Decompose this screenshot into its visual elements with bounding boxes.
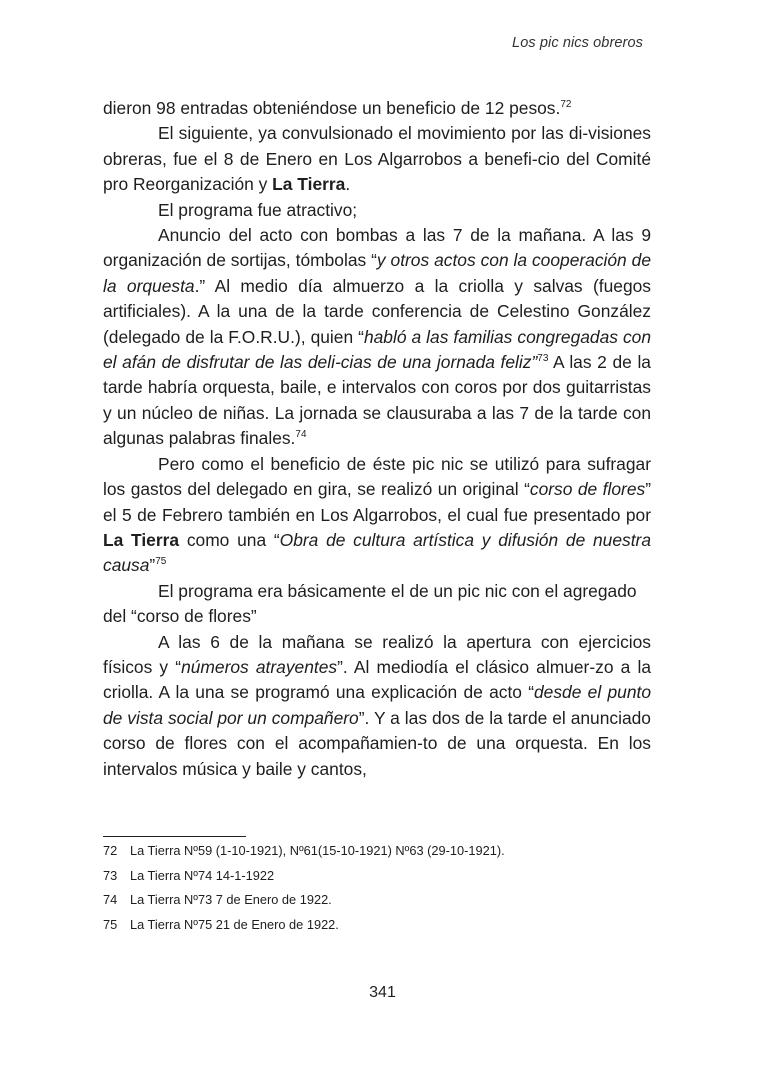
paragraph: [103, 121, 651, 197]
text-run: A las 6 de la mañana se realizó la apertura con ejercicios físicos y “: [103, 631, 651, 677]
italic-text: habló a las familias congregadas con el afán de disfrutar de las deli-cias de una jornada feliz”: [103, 326, 651, 373]
footnote-text: La Tierra Nº74 14-1-1922: [130, 867, 275, 883]
italic-text: números atrayentes: [181, 656, 338, 677]
text-run: ”. Al mediodía el clásico almuer-zo a la criolla. A la una se programó una explicación de acto “: [103, 656, 651, 703]
paragraph: [103, 198, 651, 223]
footnote-text: La Tierra Nº59 (1-10-1921), Nº61(15-10-1921) Nº63 (29-10-1921).: [130, 843, 505, 858]
bold-text: La Tierra: [272, 174, 346, 195]
footnote: [103, 868, 663, 884]
footnote: [103, 843, 663, 859]
text-run: como una “: [179, 529, 280, 550]
text-run: ”. Y a las dos de la tarde el anunciado corso de flores con el acompañamien-to de una orquesta. En los intervalos música y baile y cantos,: [103, 707, 651, 779]
text-run: .” Al medio día almuerzo a la criolla y salvas (fuegos artificiales). A la una de la tarde conferencia de Celestino González (delegado de la F.O.R.U.), quien “: [103, 275, 651, 347]
text-run: A las 2 de la tarde habría orquesta, baile, e intervalos con coros por dos guitarristas y un núcleo de niñas. La jornada se clausuraba a las 7 de la tarde con algunas palabras finales.: [103, 352, 651, 449]
footnote: [103, 892, 663, 908]
italic-text: y otros actos con la cooperación de la orquesta: [103, 250, 651, 296]
text-run: Anuncio del acto con bombas a las 7 de la mañana. A las 9 organización de sortijas, tómbolas “: [103, 225, 651, 271]
paragraph: [103, 96, 651, 121]
text-run: El programa era básicamente el de un pic nic con el agregado del “corso de flores”: [103, 580, 637, 627]
footnote-ref: 72: [560, 99, 572, 110]
footnote-ref: 74: [295, 429, 307, 441]
text-run: El programa fue atractivo;: [158, 199, 358, 220]
bold-text: La Tierra: [103, 529, 180, 550]
footnote-number: 72: [103, 843, 118, 858]
footnote-number: 74: [103, 892, 118, 908]
text-run: dieron 98 entradas obteniéndose un beneficio de 12 pesos.: [103, 98, 561, 118]
text-run: El siguiente, ya convulsionado el movimiento por las di-visiones obreras, fue el 8 de Enero en Los Algarrobos a benefi-cio del Comité pro Reorganización y: [103, 123, 651, 195]
footnote-divider: [103, 836, 246, 837]
italic-text: desde el punto de vista social por un compañero: [103, 682, 651, 728]
text-run: ” el 5 de Febrero también en Los Algarrobos, el cual fue presentado por: [103, 479, 651, 525]
footnote: [103, 917, 663, 933]
footnote-ref: 75: [155, 556, 167, 568]
paragraph: [103, 223, 651, 452]
text-run: .: [345, 174, 351, 195]
running-header: Los pic nics obreros: [512, 35, 643, 51]
text-run: Pero como el beneficio de éste pic nic se utilizó para sufragar los gastos del delegado en gira, se realizó un original “: [103, 453, 651, 500]
italic-text: corso de flores: [529, 479, 646, 500]
paragraph: [103, 630, 651, 782]
body-text: [103, 96, 651, 782]
footnote-number: 75: [103, 916, 118, 932]
text-run: ”: [149, 555, 156, 576]
paragraph: [103, 579, 651, 630]
footnote-ref: 73: [537, 353, 549, 365]
footnote-text: La Tierra Nº73 7 de Enero de 1922.: [130, 892, 332, 908]
page-number: 341: [369, 984, 396, 1001]
paragraph: [103, 452, 651, 579]
italic-text: Obra de cultura artística y difusión de nuestra causa: [103, 529, 652, 576]
footnote-number: 73: [103, 867, 118, 883]
footnote-text: La Tierra Nº75 21 de Enero de 1922.: [130, 916, 339, 932]
footnotes: [103, 843, 663, 941]
